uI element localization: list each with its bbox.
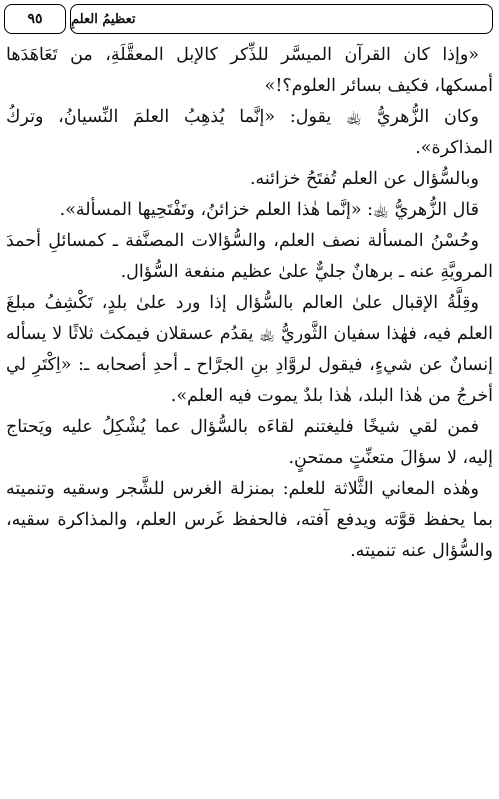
page-number-box — [4, 4, 66, 34]
body-text — [6, 40, 493, 799]
paragraph: وبالسُّؤال عن العلم تُفتَحُ خزائنه. — [249, 169, 479, 189]
paragraph: «وإذا كان القرآن الميسَّر للذِّكر كالإبل المعقَّلَةِ، من تَعَاهَدَها أمسكها، فكيف بسائر العلوم؟!» — [6, 45, 493, 96]
paragraph: قال الزُّهريُّ ﵀: «إنَّما هٰذا العلم خزائنُ، وتَفْتَحِيها المسألة». — [59, 200, 479, 220]
running-title-box — [70, 4, 493, 34]
paragraph: وهٰذه المعاني الثَّلاثة للعلم: بمنزلة الغرس للشَّجر وسقيه وتنميته بما يحفظ قوَّته ويدفع آفته، فالحفظ غَرس العلم، والمذاكرة سقيه، والسُّؤال عنه تنميته. — [6, 479, 493, 561]
paragraph: فمن لقي شيخًا فليغتنم لقاءَه بالسُّؤال عما يُشْكِلُ عليه ويَحتاج إليه، لا سؤالَ متعنِّتٍ ممتحنٍ. — [6, 417, 493, 468]
running-title: تعظيمُ العلمِ — [71, 11, 136, 27]
page-header — [4, 4, 493, 34]
page-number: ٩٥ — [27, 11, 43, 27]
paragraph: وقِلَّةُ الإقبال علىٰ العالم بالسُّؤال إذا ورد علىٰ بلدٍ، تَكْشِفُ مبلغَ العلم فيه، فهٰذا سفيان الثَّوريُّ ﵀ يقدُم عسقلان فيمكث ثلاثًا لا يسأله إنسانٌ عن شيءٍ، فيقول لروَّادِ بنِ الجرَّاح ـ أحدِ أصحابه ـ: «اِكْتَرِ لي أخرجُ من هٰذا البلد، هٰذا بلدٌ يموت فيه العلم». — [6, 293, 493, 406]
paragraph: وكان الزُّهريُّ ﵀ يقول: «إنَّما يُذهِبُ العلمَ النِّسيانُ، وتركُ المذاكرة». — [6, 107, 493, 158]
paragraph: وحُسْنُ المسألة نصف العلم، والسُّؤالات المصنَّفة ـ كمسائلِ أحمدَ المرويَّةِ عنه ـ برهانٌ جليٌّ علىٰ عظيم منفعة السُّؤال. — [6, 231, 493, 282]
